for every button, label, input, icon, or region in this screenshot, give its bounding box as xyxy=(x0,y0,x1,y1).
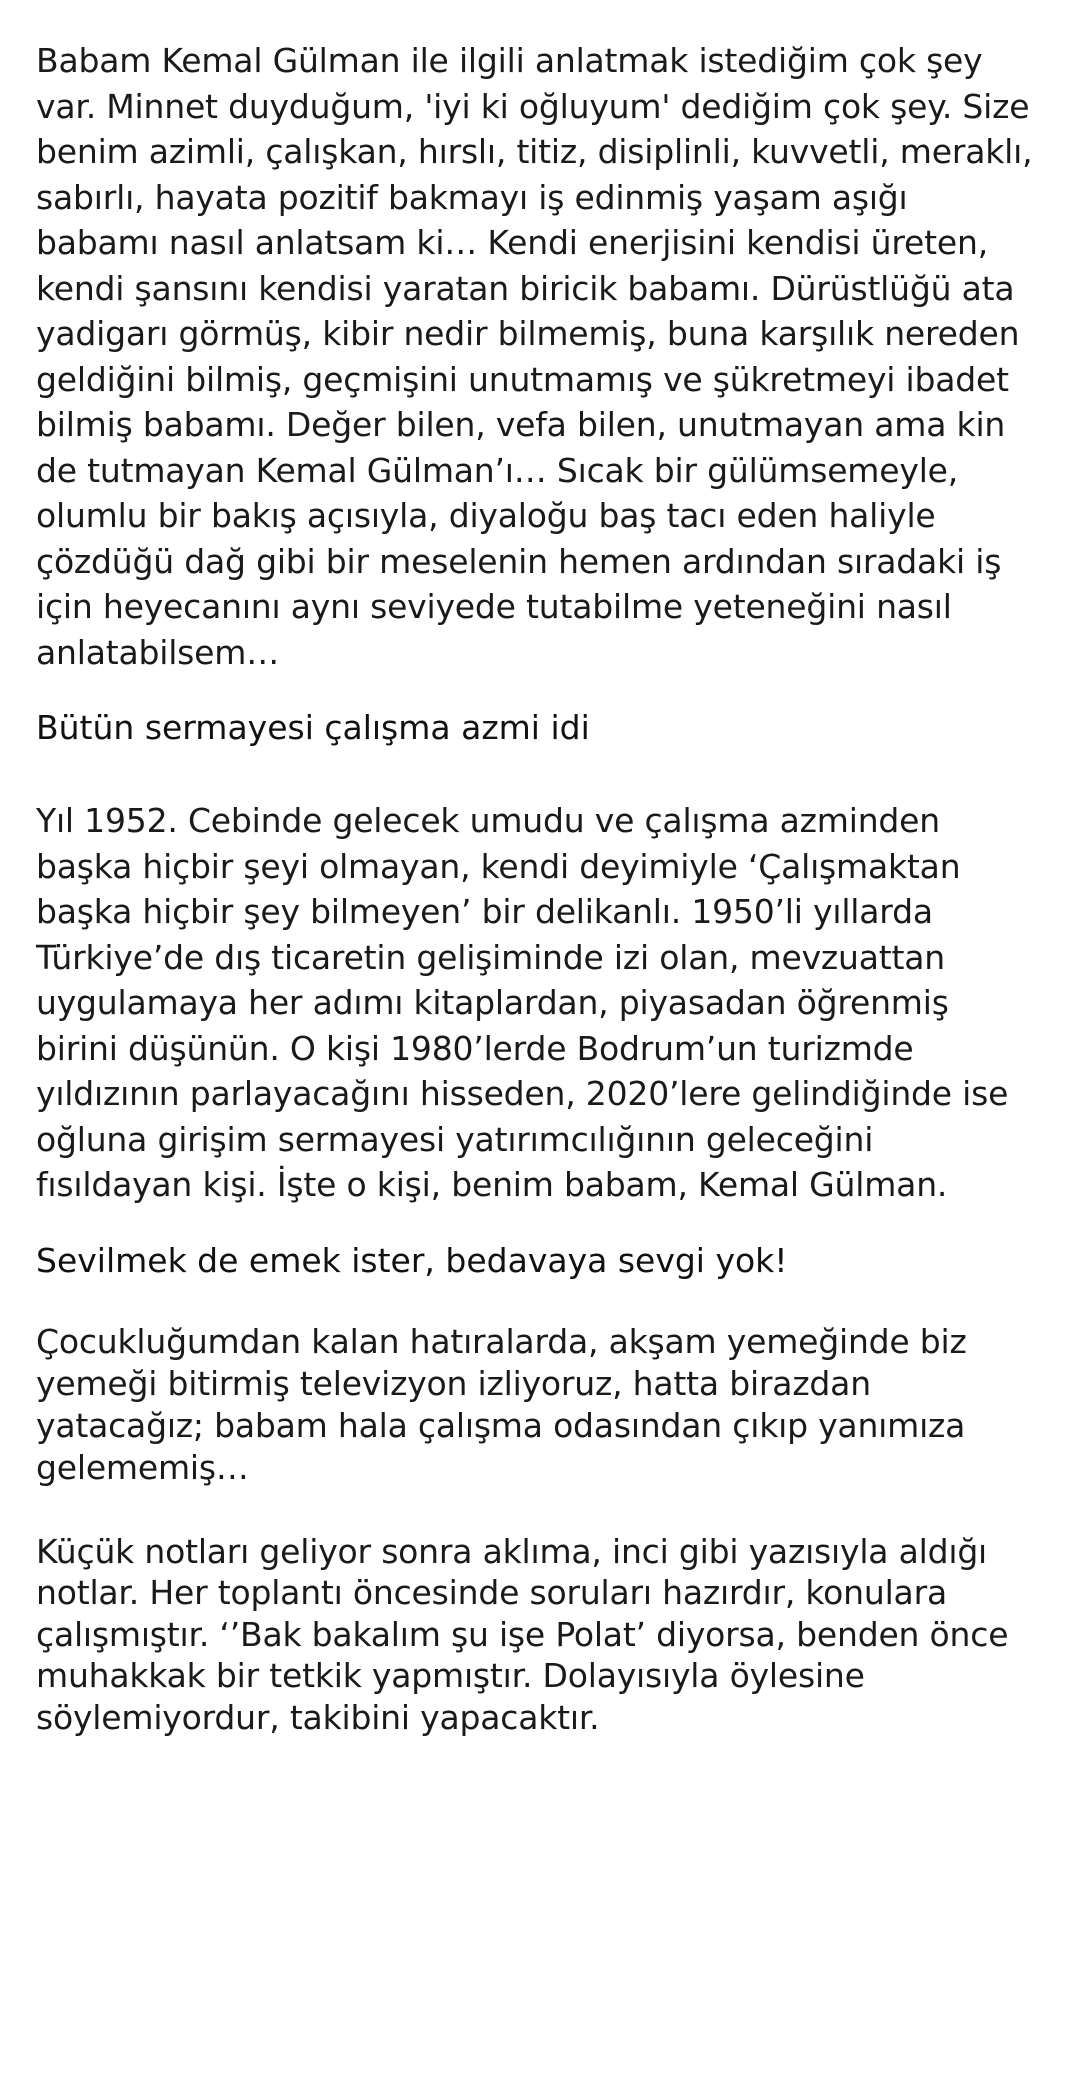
section-paragraph-notes: Küçük notları geliyor sonra aklıma, inci gibi yazısıyla aldığı notlar. Her toplantı öncesinde soruları hazırdır, konulara çalışmıştır. ‘’Bak bakalım şu işe Polat’ diyorsa, benden önce muhakkak bir tetkik yapmıştır. Dolayısıyla öylesine söylemiyordur, takibini yapacaktır. xyxy=(36,1531,1009,1737)
section-heading-love-effort: Sevilmek de emek ister, bedavaya sevgi yok! xyxy=(36,1240,788,1280)
article-body xyxy=(36,36,1036,1738)
section-paragraph-childhood-memories: Çocukluğumdan kalan hatıralarda, akşam yemeğinde biz yemeği bitirmiş televizyon izliyoruz, hatta birazdan yatacağız; babam hala çalışma odasından çıkıp yanımıza gelememiş… xyxy=(36,1321,967,1487)
section-paragraph-work-ethic: Yıl 1952. Cebinde gelecek umudu ve çalışma azminden başka hiçbir şeyi olmayan, kendi deyimiyle ‘Çalışmaktan başka hiçbir şey bilmeyen’ bir delikanlı. 1950’li yıllarda Türkiye’de dış ticaretin gelişiminde izi olan, mevzuattan uygulamaya her adımı kitaplardan, piyasadan öğrenmiş birini düşünün. O kişi 1980’lerde Bodrum’un turizmde yıldızının parlayacağını hisseden, 2020’lere gelindiğinde ise oğluna girişim sermayesi yatırımcılığının geleceğini fısıldayan kişi. İşte o kişi, benim babam, Kemal Gülman. xyxy=(36,801,1009,1204)
section-heading-work-ethic: Bütün sermayesi çalışma azmi idi xyxy=(36,708,590,747)
intro-paragraph: Babam Kemal Gülman ile ilgili anlatmak istediğim çok şey var. Minnet duyduğum, 'iyi ki oğluyum' dediğim çok şey. Size benim azimli, çalışkan, hırslı, titiz, disiplinli, kuvvetli, meraklı, sabırlı, hayata pozitif bakmayı iş edinmiş yaşam aşığı babamı nasıl anlatsam ki… Kendi enerjisini kendisi üreten, kendi şansını kendisi yaratan biricik babamı. Dürüstlüğü ata yadigarı görmüş, kibir nedir bilmemiş, buna karşılık nereden geldiğini bilmiş, geçmişini unutmamış ve şükretmeyi ibadet bilmiş babamı. Değer bilen, vefa bilen, unutmayan ama kin de tutmayan Kemal Gülman’ı… Sıcak bir gülümsemeyle, olumlu bir bakış açısıyla, diyaloğu baş tacı eden haliyle çözdüğü dağ gibi bir meselenin hemen ardından sıradaki iş için heyecanını aynı seviyede tutabilme yeteneğini nasıl anlatabilsem… xyxy=(36,41,1033,672)
